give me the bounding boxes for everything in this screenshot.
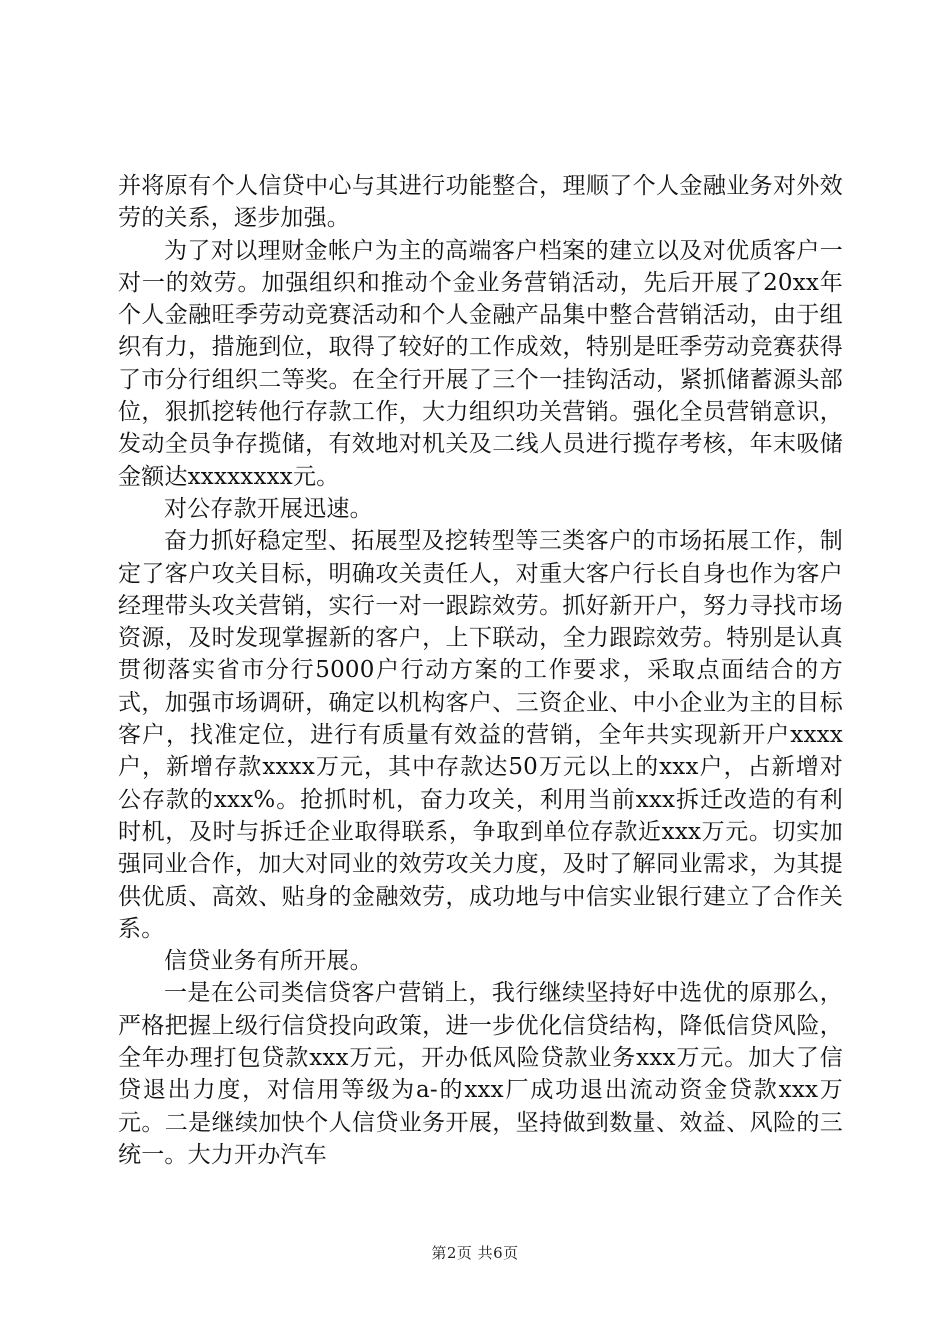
paragraph-2: 为了对以理财金帐户为主的高端客户档案的建立以及对优质客户一对一的效劳。加强组织和推动个金业务营销活动，先后开展了20xx年个人金融旺季劳动竞赛活动和个人金融产品集中整合营销活动，由于组织有力，措施到位，取得了较好的工作成效，特别是旺季劳动竞赛获得了市分行组织二等奖。在全行开展了三个一挂钩活动，紧抓储蓄源头部位，狠抓挖转他行存款工作，大力组织功关营销。强化全员营销意识，发动全员争存揽储，有效地对机关及二线人员进行揽存考核，年末吸储金额达xxxxxxxx元。 bbox=[118, 237, 843, 490]
page-number-footer: 第2页 共6页 bbox=[431, 1244, 519, 1262]
paragraph-6: 一是在公司类信贷客户营销上，我行继续坚持好中选优的原那么，严格把握上级行信贷投向政策，进一步优化信贷结构，降低信贷风险，全年办理打包贷款xxx万元，开办低风险贷款业务xxx万元。加大了信贷退出力度，对信用等级为a-的xxx厂成功退出流动资金贷款xxx万元。二是继续加快个人信贷业务开展，坚持做到数量、效益、风险的三统一。大力开办汽车 bbox=[118, 980, 843, 1168]
document-body bbox=[118, 170, 843, 1171]
paragraph-3-heading: 对公存款开展迅速。 bbox=[164, 495, 373, 522]
paragraph-1: 并将原有个人信贷中心与其进行功能整合，理顺了个人金融业务对外效劳的关系，逐步加强。 bbox=[118, 173, 843, 232]
paragraph-5-heading: 信贷业务有所开展。 bbox=[164, 948, 373, 975]
paragraph-4: 奋力抓好稳定型、拓展型及挖转型等三类客户的市场拓展工作，制定了客户攻关目标，明确攻关责任人，对重大客户行长自身也作为客户经理带头攻关营销，实行一对一跟踪效劳。抓好新开户，努力寻找市场资源，及时发现掌握新的客户，上下联动，全力跟踪效劳。特别是认真贯彻落实省市分行5000户行动方案的工作要求，采取点面结合的方式，加强市场调研，确定以机构客户、三资企业、中小企业为主的目标客户，找准定位，进行有质量有效益的营销，全年共实现新开户xxxx户，新增存款xxxx万元，其中存款达50万元以上的xxx户，占新增对公存款的xxx%。抢抓时机，奋力攻关，利用当前xxx拆迁改造的有利时机，及时与拆迁企业取得联系，争取到单位存款近xxx万元。切实加强同业合作，加大对同业的效劳攻关力度，及时了解同业需求，为其提供优质、高效、贴身的金融效劳，成功地与中信实业银行建立了合作关系。 bbox=[118, 528, 843, 942]
